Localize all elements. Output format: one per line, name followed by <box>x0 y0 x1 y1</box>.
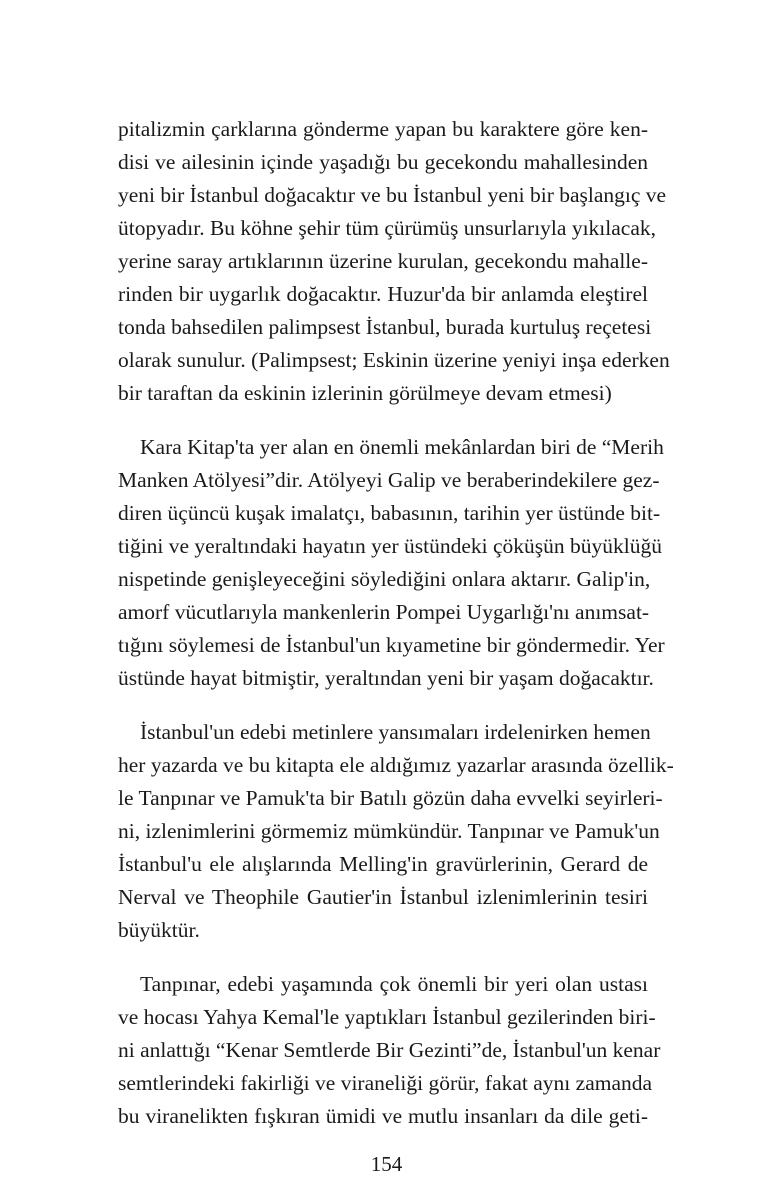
text-line: le Tanpınar ve Pamuk'ta bir Batılı gözün daha evvelki seyirleri- <box>118 786 663 810</box>
text-line: bu viranelikten fışkıran ümidi ve mutlu insanları da dile geti- <box>118 1104 648 1128</box>
text-line: nispetinde genişleyeceğini söylediğini onlara aktarır. Galip'in, <box>118 567 651 591</box>
text-line: olarak sunulur. (Palimpsest; Eskinin üzerine yeniyi inşa ederken <box>118 348 670 372</box>
text-line: ütopyadır. Bu köhne şehir tüm çürümüş unsurlarıyla yıkılacak, <box>118 216 656 240</box>
text-line: disi ve ailesinin içinde yaşadığı bu gecekondu mahallesinden <box>118 150 648 174</box>
text-line: üstünde hayat bitmiştir, yeraltından yeni bir yaşam doğacaktır. <box>118 666 654 690</box>
text-line: Tanpınar, edebi yaşamında çok önemli bir yeri olan ustası <box>140 972 648 996</box>
text-line: amorf vücutlarıyla mankenlerin Pompei Uygarlığı'nı anımsat- <box>118 600 650 624</box>
text-line: büyüktür. <box>118 918 200 942</box>
text-line: rinden bir uygarlık doğacaktır. Huzur'da bir anlamda eleştirel <box>118 282 648 306</box>
text-line: semtlerindeki fakirliği ve viraneliği görür, fakat aynı zamanda <box>118 1071 653 1095</box>
text-line: pitalizmin çarklarına gönderme yapan bu karaktere göre ken- <box>118 117 648 141</box>
text-line: ni anlattığı “Kenar Semtlerde Bir Gezinti”de, İstanbul'un kenar <box>118 1038 661 1062</box>
text-line: ve hocası Yahya Kemal'le yaptıkları İstanbul gezilerinden biri- <box>118 1005 656 1029</box>
text-line: Manken Atölyesi”dir. Atölyeyi Galip ve beraberindekilere gez- <box>118 468 660 492</box>
text-line: diren üçüncü kuşak imalatçı, babasının, tarihin yer üstünde bit- <box>118 501 661 525</box>
text-line: İstanbul'u ele alışlarında Melling'in gravürlerinin, Gerard de <box>118 852 648 876</box>
text-line: bir taraftan da eskinin izlerinin görülmeye devam etmesi) <box>118 381 612 405</box>
text-line: her yazarda ve bu kitapta ele aldığımız yazarlar arasında özellik- <box>118 753 674 777</box>
page-number: 154 <box>370 1152 403 1176</box>
text-line: Nerval ve Theophile Gautier'in İstanbul izlenimlerinin tesiri <box>118 885 648 909</box>
text-line: tiğini ve yeraltındaki hayatın yer üstündeki çöküşün büyüklüğü <box>118 534 662 558</box>
text-line: yeni bir İstanbul doğacaktır ve bu İstanbul yeni bir başlangıç ve <box>118 183 667 207</box>
text-line: tonda bahsedilen palimpsest İstanbul, burada kurtuluş reçetesi <box>118 315 652 339</box>
text-line: tığını söylemesi de İstanbul'un kıyametine bir göndermedir. Yer <box>118 633 665 657</box>
text-line: yerine saray artıklarının üzerine kurulan, gecekondu mahalle- <box>118 249 648 273</box>
text-line: Kara Kitap'ta yer alan en önemli mekânlardan biri de “Merih <box>140 435 664 459</box>
text-line: ni, izlenimlerini görmemiz mümkündür. Tanpınar ve Pamuk'un <box>118 819 660 843</box>
text-line: İstanbul'un edebi metinlere yansımaları irdelenirken hemen <box>140 720 651 744</box>
